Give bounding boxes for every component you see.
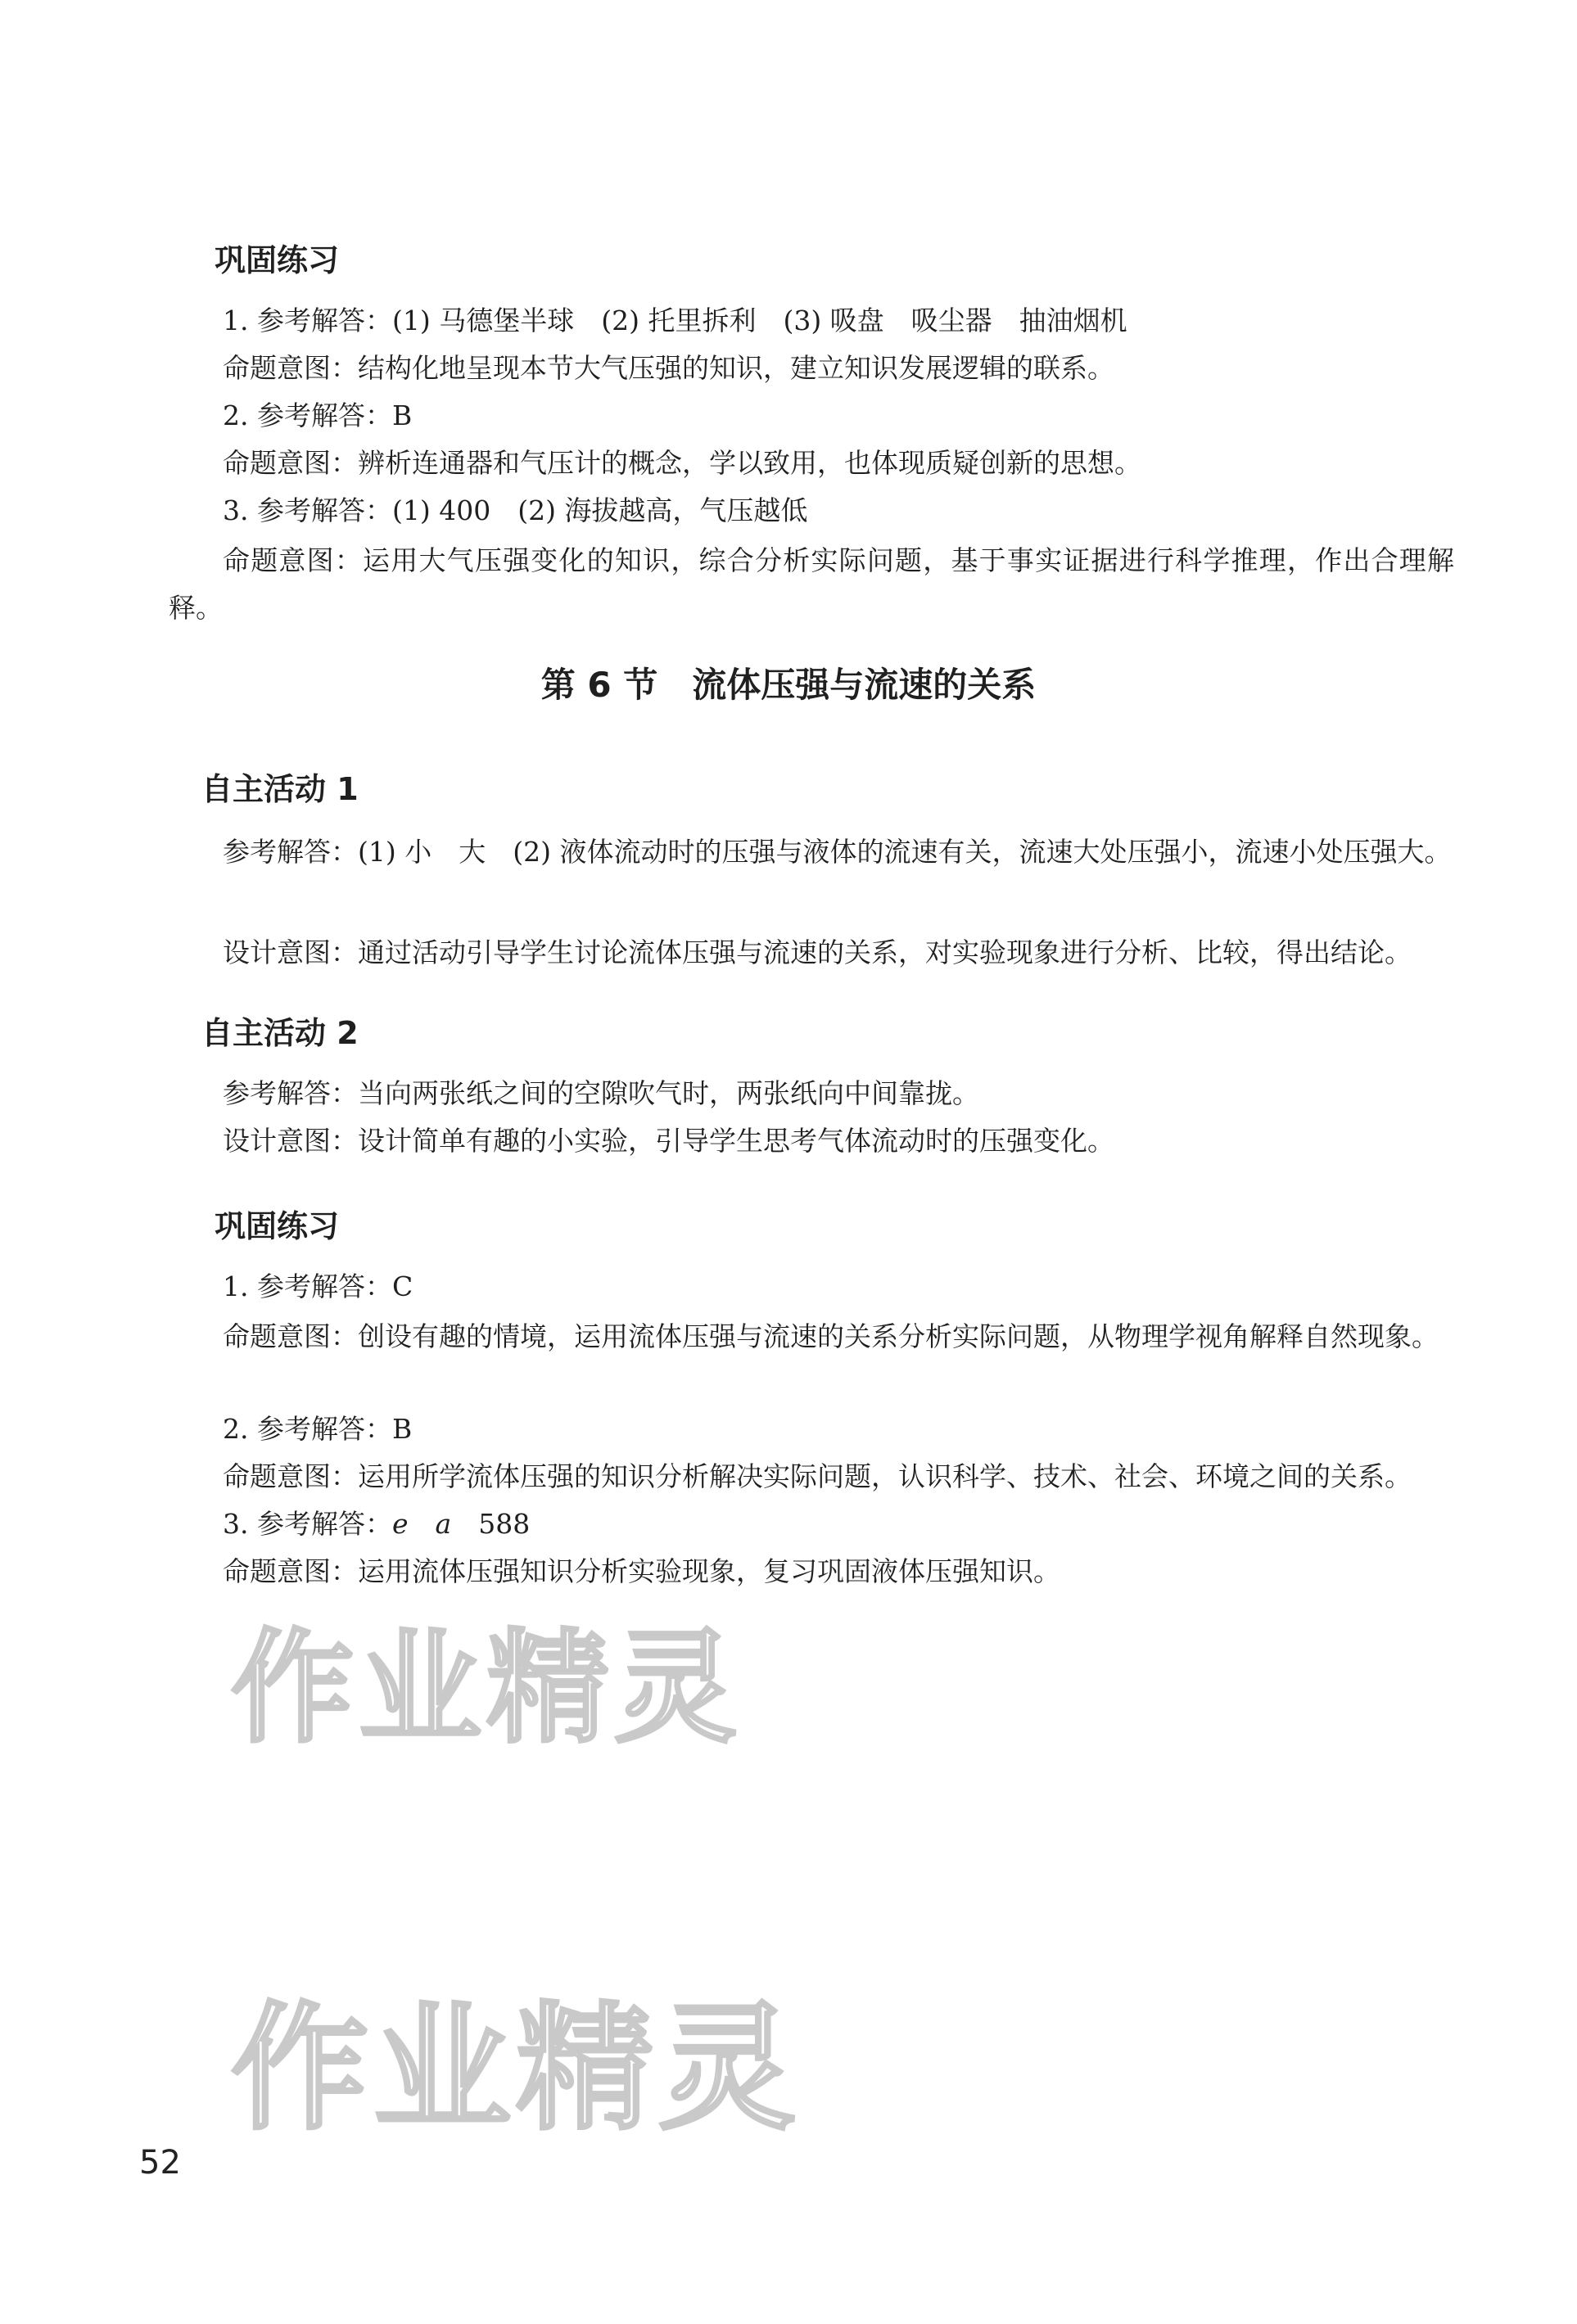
section2-q3-answer-e: e [391, 1508, 409, 1540]
section1-q3-intent: 命题意图：运用大气压强变化的知识，综合分析实际问题，基于事实证据进行科学推理，作出合理解释。 [169, 544, 1454, 624]
section2-q3-answer-a: a [435, 1508, 452, 1540]
section-heading-activity-1: 自主活动 1 [201, 771, 359, 807]
section1-q1-answer: 1. 参考解答：(1) 马德堡半球 (2) 托里拆利 (3) 吸盘 吸尘器 抽油烟机 [223, 305, 1127, 336]
section1-q2-intent: 命题意图：辨析连通器和气压计的概念，学以致用，也体现质疑创新的思想。 [223, 447, 1141, 479]
activity2-intent: 设计意图：设计简单有趣的小实验，引导学生思考气体流动时的压强变化。 [223, 1125, 1114, 1157]
section2-q3-answer [223, 1508, 530, 1541]
section2-q1-answer: 1. 参考解答：C [223, 1270, 413, 1302]
section-heading-consolidation-1: 巩固练习 [215, 242, 340, 278]
activity1-answer: 参考解答：(1) 小 大 (2) 液体流动时的压强与液体的流速有关，流速大处压强小，流速小处压强大。 [223, 836, 1452, 868]
section2-q3-answer-prefix: 3. 参考解答： [223, 1508, 392, 1540]
section-heading-consolidation-2: 巩固练习 [215, 1208, 340, 1244]
page-number: 52 [139, 2144, 181, 2182]
section1-q1-intent: 命题意图：结构化地呈现本节大气压强的知识，建立知识发展逻辑的联系。 [223, 352, 1114, 384]
chapter-title: 第 6 节 流体压强与流速的关系 [540, 665, 1037, 705]
section1-q3-answer: 3. 参考解答：(1) 400 (2) 海拔越高，气压越低 [223, 494, 808, 526]
activity1-intent: 设计意图：通过活动引导学生讨论流体压强与流速的关系，对实验现象进行分析、比较，得出结论。 [223, 936, 1412, 968]
section2-q1-intent: 命题意图：创设有趣的情境，运用流体压强与流速的关系分析实际问题，从物理学视角解释自然现象。 [223, 1320, 1439, 1352]
section2-q3-answer-value: 588 [478, 1508, 531, 1540]
section2-q3-intent: 命题意图：运用流体压强知识分析实验现象，复习巩固液体压强知识。 [223, 1555, 1060, 1587]
section2-q2-intent: 命题意图：运用所学流体压强的知识分析解决实际问题，认识科学、技术、社会、环境之间的关系。 [223, 1460, 1412, 1492]
section2-q2-answer: 2. 参考解答：B [223, 1413, 413, 1445]
watermark-logo-top: 作业精灵 [231, 1618, 743, 1760]
watermark-logo-bottom: 作业精灵 [231, 1988, 801, 2149]
activity2-answer: 参考解答：当向两张纸之间的空隙吹气时，两张纸向中间靠拢。 [223, 1077, 979, 1109]
section-heading-activity-2: 自主活动 2 [201, 1015, 359, 1051]
section1-q2-answer: 2. 参考解答：B [223, 399, 413, 431]
